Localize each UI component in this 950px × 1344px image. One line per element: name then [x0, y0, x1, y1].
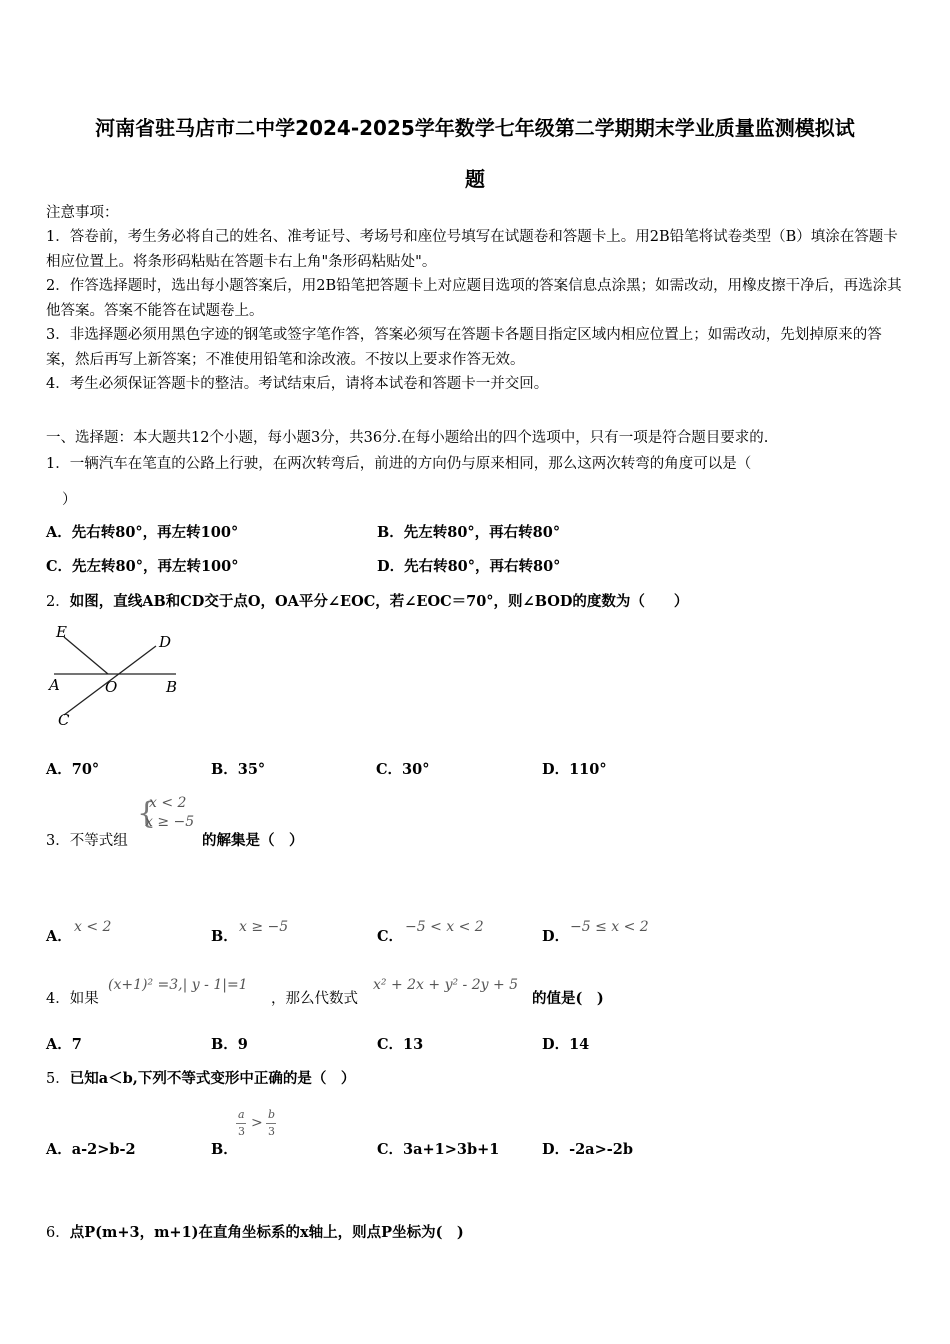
note-item-3: 3．非选择题必须用黑色字迹的钢笔或签字笔作答，答案必须写在答题卡各题目指定区域内相应位置上；如需改动，先划掉原来的答案，然后再写上新答案；不准使用铅笔和涂改液。不按以上要求作答无效。: [46, 327, 882, 368]
q3-inequality-system: [137, 793, 201, 835]
q3-option-a: x < 2: [74, 919, 112, 935]
q5-option-d: D．-2a>-2b: [542, 1141, 633, 1158]
label-b: B: [166, 678, 178, 696]
ray-oe: [64, 637, 108, 674]
q1-option-c: C．先左转80°，再左转100°: [46, 558, 239, 575]
fraction-numerator: b: [268, 1108, 276, 1121]
question-number: 1．: [46, 456, 70, 472]
question-2: [46, 590, 688, 611]
question-number: 4．: [46, 991, 70, 1007]
question-number: 3．: [46, 833, 70, 849]
q5-option-b-fraction: [236, 1108, 280, 1142]
q4-option-a: A．7: [46, 1036, 82, 1053]
question-number: 6．: [46, 1225, 70, 1241]
question-text: 已知a＜b,下列不等式变形中正确的是（ ）: [69, 1070, 356, 1087]
question-3-end: 的解集是（ ）: [202, 832, 304, 849]
q4-expression: x² + 2x + y² - 2y + 5: [373, 977, 519, 993]
question-text: 点P(m+3，m+1)在直角坐标系的x轴上，则点P坐标为( ): [69, 1224, 464, 1241]
question-1-paren: ）: [62, 492, 77, 508]
question-6: [46, 1221, 464, 1242]
page-title: 河南省驻马店市二中学2024-2025学年数学七年级第二学期期末学业质量监测模拟试: [95, 116, 855, 140]
system-line-1: x < 2: [149, 795, 187, 811]
q5-option-b-label: B．: [211, 1141, 238, 1158]
label-e: E: [56, 623, 67, 641]
question-text: 一辆汽车在笔直的公路上行驶，在两次转弯后，前进的方向仍与原来相同，那么这两次转弯的角度可以是（: [69, 456, 752, 472]
label-o: O: [105, 678, 118, 696]
note-item-1: 1．答卷前，考生务必将自己的姓名、准考证号、考场号和座位号填写在试题卷和答题卡上。用2B铅笔将试卷类型（B）填涂在答题卡相应位置上。将条形码粘贴在答题卡右上角"条形码粘贴处"。: [46, 229, 898, 270]
q2-option-c: C．30°: [376, 761, 430, 778]
q1-option-d: D．先右转80°，再右转80°: [377, 558, 561, 575]
fraction-denominator: 3: [238, 1125, 245, 1138]
q2-option-a: A．70°: [46, 761, 100, 778]
q3-option-a-label: A．: [46, 928, 72, 945]
question-3: [46, 829, 128, 850]
question-text: 不等式组: [69, 833, 128, 849]
q5-option-a: A．a-2>b-2: [46, 1141, 136, 1158]
question-text: 如图，直线AB和CD交于点O，OA平分∠EOC，若∠EOC＝70°，则∠BOD的度数为（ ）: [69, 593, 689, 610]
brace-icon: {: [137, 796, 157, 831]
q1-option-b: B．先左转80°，再右转80°: [377, 524, 561, 541]
fraction-bar: [266, 1123, 276, 1124]
q3-option-b: x ≥ −5: [239, 919, 289, 935]
q5-option-c: C．3a+1>3b+1: [377, 1141, 500, 1158]
fraction-numerator: a: [238, 1108, 245, 1121]
question-number: 2．: [46, 594, 70, 610]
question-5: [46, 1067, 355, 1088]
q3-option-d: −5 ≤ x < 2: [570, 919, 649, 935]
q3-option-d-label: D．: [542, 928, 570, 945]
section-heading: 一、选择题：本大题共12个小题，每小题3分，共36分.在每小题给出的四个选项中，只有一项是符合题目要求的.: [46, 430, 769, 446]
label-d: D: [159, 633, 172, 651]
system-line-2: x ≥ −5: [145, 814, 195, 830]
q4-option-c: C．13: [377, 1036, 424, 1053]
q4-option-b: B．9: [211, 1036, 248, 1053]
fraction-bar: [236, 1123, 246, 1124]
label-a: A: [49, 676, 60, 694]
question-4: [46, 987, 99, 1008]
note-item-4: 4．考生必须保证答题卡的整洁。考试结束后，请将本试卷和答题卡一并交回。: [46, 376, 549, 392]
q2-option-d: D．110°: [542, 761, 607, 778]
question-4-end: 的值是( ): [532, 990, 604, 1007]
q2-option-b: B．35°: [211, 761, 266, 778]
question-4-mid: ，那么代数式: [271, 991, 358, 1007]
q1-option-a: A．先右转80°，再左转100°: [46, 524, 239, 541]
greater-than: >: [251, 1115, 263, 1131]
q4-condition: (x+1)² =3,| y - 1|=1: [108, 977, 248, 993]
page-title-continued: 题: [465, 167, 485, 191]
q3-option-b-label: B．: [211, 928, 238, 945]
question-1: [46, 452, 751, 473]
q4-option-d: D．14: [542, 1036, 590, 1053]
question-number: 5．: [46, 1071, 70, 1087]
label-c: C: [58, 711, 70, 729]
q2-figure: [44, 620, 189, 732]
q3-option-c-label: C．: [377, 928, 404, 945]
question-text: 如果: [69, 991, 99, 1007]
notes-heading: 注意事项：: [46, 205, 119, 221]
fraction-denominator: 3: [268, 1125, 275, 1138]
note-item-2: 2．作答选择题时，选出每小题答案后，用2B铅笔把答题卡上对应题目选项的答案信息点涂黑；如需改动，用橡皮擦干净后，再选涂其他答案。答案不能答在试题卷上。: [46, 278, 902, 319]
q3-option-c: −5 < x < 2: [405, 919, 484, 935]
